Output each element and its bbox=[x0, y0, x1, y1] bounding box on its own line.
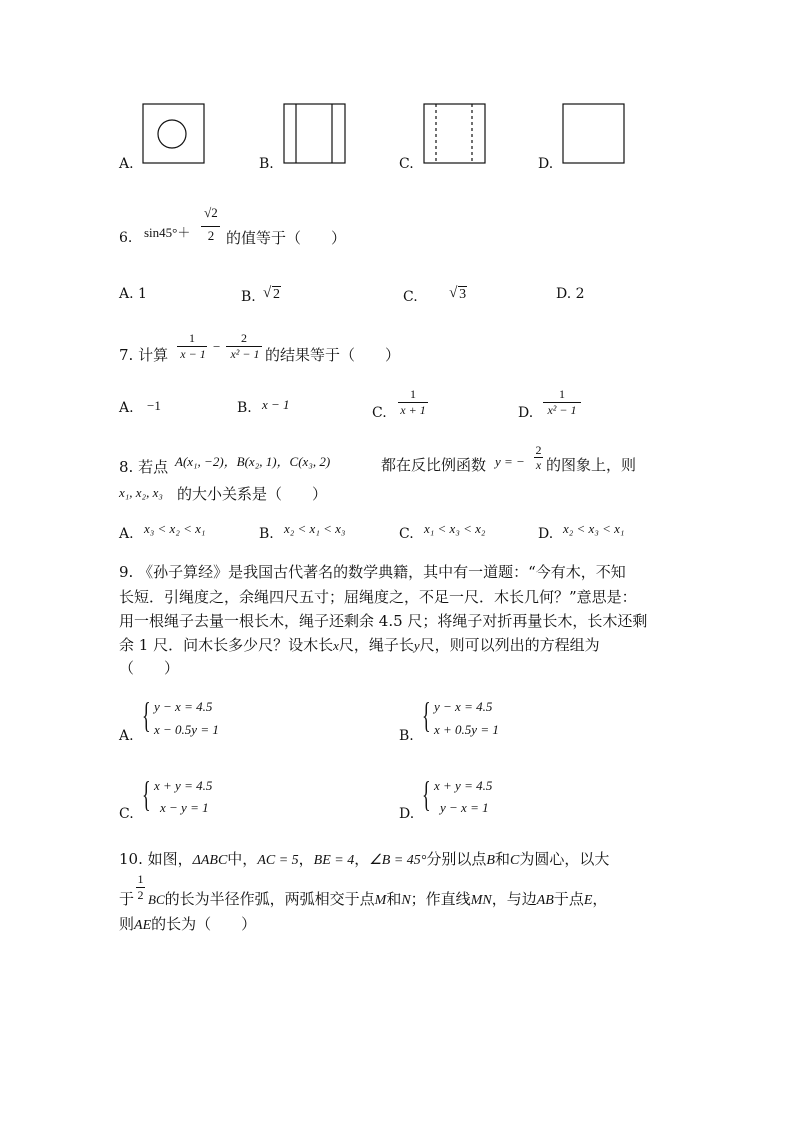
q8-func-den: x bbox=[535, 458, 542, 472]
q7-option-c-label: C. bbox=[372, 405, 387, 421]
q8-option-c-label: C. bbox=[399, 526, 414, 542]
q6-frac-denominator: 2 bbox=[207, 228, 215, 243]
q9-option-b-brace: { bbox=[422, 695, 431, 735]
q6-sin-expr: sin45°＋ bbox=[144, 225, 191, 240]
q9-option-a-brace: { bbox=[142, 695, 151, 735]
q9-option-a-label: A. bbox=[119, 728, 134, 744]
q10-be: BE = 4 bbox=[313, 853, 355, 868]
q10-l2-d: ；作直线 bbox=[410, 890, 471, 908]
q10-l3-b: 的长为（ ） bbox=[151, 915, 257, 933]
q6-number: 6. bbox=[119, 230, 133, 246]
q9-line-4-c: 尺，则可以列出的方程组为 bbox=[419, 636, 600, 654]
q8-option-d: x₂ < x₃ < x₁ bbox=[563, 521, 625, 536]
q8-option-d-label: D. bbox=[538, 526, 554, 542]
q9-line-4 bbox=[119, 635, 600, 656]
q10-point-n: N bbox=[401, 893, 411, 908]
q9-option-d-eq1: x + y = 4.5 bbox=[434, 778, 493, 793]
q9-option-b-eq2: x + 0.5y = 1 bbox=[434, 722, 499, 737]
q10-l2-a: 于 bbox=[119, 890, 135, 908]
q10-point-b: B bbox=[486, 853, 495, 868]
question-6 bbox=[0, 0, 794, 305]
q9-option-c-brace: { bbox=[142, 774, 151, 814]
q10-frac-num: 1 bbox=[137, 872, 144, 886]
q8-option-b: x₂ < x₁ < x₃ bbox=[284, 521, 346, 536]
q7-frac2-num: 2 bbox=[241, 331, 247, 345]
q7-minus: − bbox=[213, 339, 221, 354]
q7-option-d-label: D. bbox=[518, 405, 534, 421]
q10-l2-c: 和 bbox=[386, 890, 402, 908]
q9-option-a-eq1: y − x = 4.5 bbox=[154, 699, 213, 714]
q10-line-3 bbox=[119, 914, 256, 936]
q10-l3-a: 则 bbox=[119, 915, 135, 933]
q7-option-d-den: x² − 1 bbox=[547, 403, 577, 417]
q5-option-d-label: D. bbox=[538, 156, 554, 172]
q5-figure-b bbox=[283, 103, 347, 165]
q10-ae: AE bbox=[134, 918, 152, 933]
q5-figure-a bbox=[142, 103, 206, 165]
q6-option-c-label: C. bbox=[403, 289, 418, 305]
q9-option-d-label: D. bbox=[399, 806, 415, 822]
q8-text-2: 的图象上，则 bbox=[546, 456, 637, 474]
q9-option-a-eq2: x − 0.5y = 1 bbox=[154, 722, 219, 737]
q9-option-c-label: C. bbox=[119, 806, 134, 822]
q9-var-x: x bbox=[333, 638, 339, 653]
q9-line-4-a: 余 1 尺．问木长多少尺？设木长 bbox=[119, 636, 334, 654]
q7-option-a-label: A. bbox=[119, 400, 134, 416]
q7-option-a-value: −1 bbox=[147, 398, 161, 413]
q10-point-c: C bbox=[510, 853, 520, 868]
q9-option-b-eq1: y − x = 4.5 bbox=[434, 699, 493, 714]
q8-line2-text: 的大小关系是（ ） bbox=[177, 485, 328, 503]
q10-side-ab: AB bbox=[536, 893, 554, 908]
q10-triangle: ΔABC bbox=[192, 853, 228, 868]
q10-frac-den: 2 bbox=[137, 888, 144, 902]
q9-line-1: 9. 《孙子算经》是我国古代著名的数学典籍，其中有一道题：“今有木，不知 bbox=[119, 563, 626, 581]
q7-option-c-den: x + 1 bbox=[400, 403, 426, 417]
q10-ac: AC = 5 bbox=[257, 853, 299, 868]
q9-option-d-brace: { bbox=[422, 774, 431, 814]
q8-option-c: x₁ < x₃ < x₂ bbox=[424, 521, 486, 536]
q8-option-b-label: B. bbox=[259, 526, 274, 542]
q10-line-1 bbox=[119, 849, 609, 871]
q9-line-3: 用一根绳子去量一根长木，绳子还剩余 4.5 尺；将绳子对折再量长木，长木还剩 bbox=[119, 612, 648, 630]
q10-l1-a: 10. 如图， bbox=[119, 850, 193, 868]
q10-angle-b: ∠B = 45° bbox=[369, 853, 427, 868]
q9-var-y: y bbox=[413, 638, 420, 653]
q10-l2-b: 的长为半径作弧，两弧相交于点 bbox=[164, 890, 375, 908]
q8-text-1: 都在反比例函数 bbox=[381, 456, 487, 474]
q8-option-a-label: A. bbox=[119, 526, 134, 542]
q6-option-c-value: √ 3 bbox=[449, 285, 467, 302]
q10-l2-g: ， bbox=[592, 890, 608, 908]
q5-option-b-label: B. bbox=[259, 156, 274, 172]
q8-line2-vars: x₁, x₂, x₃ bbox=[119, 485, 163, 500]
q7-prefix: 7. 计算 bbox=[119, 346, 169, 364]
q5-option-a-label: A. bbox=[119, 156, 134, 172]
q10-point-e: E bbox=[583, 893, 593, 908]
q9-option-d-eq2: y − x = 1 bbox=[440, 800, 489, 815]
q6-option-b-label: B. bbox=[241, 289, 256, 305]
q7-frac1-num: 1 bbox=[189, 331, 195, 345]
q8-func-num: 2 bbox=[535, 443, 542, 457]
q10-bc: BC bbox=[148, 892, 165, 907]
q5-figure-c bbox=[423, 103, 487, 165]
q10-line-mn: MN bbox=[470, 893, 492, 908]
q7-option-b-label: B. bbox=[237, 400, 252, 416]
q6-stem-text: 的值等于（ ） bbox=[226, 229, 347, 247]
q10-l1-c: ， bbox=[298, 850, 314, 868]
q7-option-b-value: x − 1 bbox=[262, 397, 290, 412]
q9-option-c-eq2: x − y = 1 bbox=[160, 800, 209, 815]
q7-stem-text: 的结果等于（ ） bbox=[265, 346, 401, 364]
q9-option-c-eq1: x + y = 4.5 bbox=[154, 778, 213, 793]
q5-option-c-label: C. bbox=[399, 156, 414, 172]
q10-point-m: M bbox=[374, 893, 387, 908]
q6-option-b-value: √ 2 bbox=[263, 285, 280, 302]
q7-frac2-den: x² − 1 bbox=[230, 347, 260, 361]
q8-func-lhs: y = − bbox=[495, 454, 525, 469]
q5-figure-d bbox=[562, 103, 626, 165]
q8-points: A(x₁, −2)，B(x₂, 1)，C(x₃, 2) bbox=[175, 454, 331, 469]
q6-option-a: A. 1 bbox=[119, 286, 147, 302]
q6-frac-numerator: √2 bbox=[204, 205, 218, 220]
q9-line-2: 长短．引绳度之，余绳四尺五寸；屈绳度之，不足一尺．木长几何？”意思是： bbox=[119, 588, 637, 606]
q8-prefix: 8. 若点 bbox=[119, 458, 169, 476]
q8-option-a: x₃ < x₂ < x₁ bbox=[144, 521, 206, 536]
q10-l2-e: ，与边 bbox=[491, 890, 537, 908]
q9-option-b-label: B. bbox=[399, 728, 414, 744]
q10-l2-f: 于点 bbox=[553, 890, 584, 908]
q9-line-5: （ ） bbox=[119, 659, 180, 677]
q6-frac-bar bbox=[201, 226, 220, 227]
q7-frac1-den: x − 1 bbox=[180, 347, 206, 361]
q10-l1-e: 分别以点 bbox=[426, 850, 487, 868]
q7-option-d-num: 1 bbox=[559, 387, 565, 401]
q10-l1-d: ， bbox=[354, 850, 370, 868]
q10-l1-g: 为圆心，以大 bbox=[519, 850, 610, 868]
q10-l1-f: 和 bbox=[494, 850, 510, 868]
q6-option-d: D. 2 bbox=[556, 286, 585, 302]
q7-option-c-num: 1 bbox=[410, 387, 416, 401]
q10-l1-b: 中， bbox=[227, 850, 258, 868]
q10-line-2 bbox=[148, 889, 607, 911]
q9-line-4-b: 尺，绳子长 bbox=[338, 636, 414, 654]
